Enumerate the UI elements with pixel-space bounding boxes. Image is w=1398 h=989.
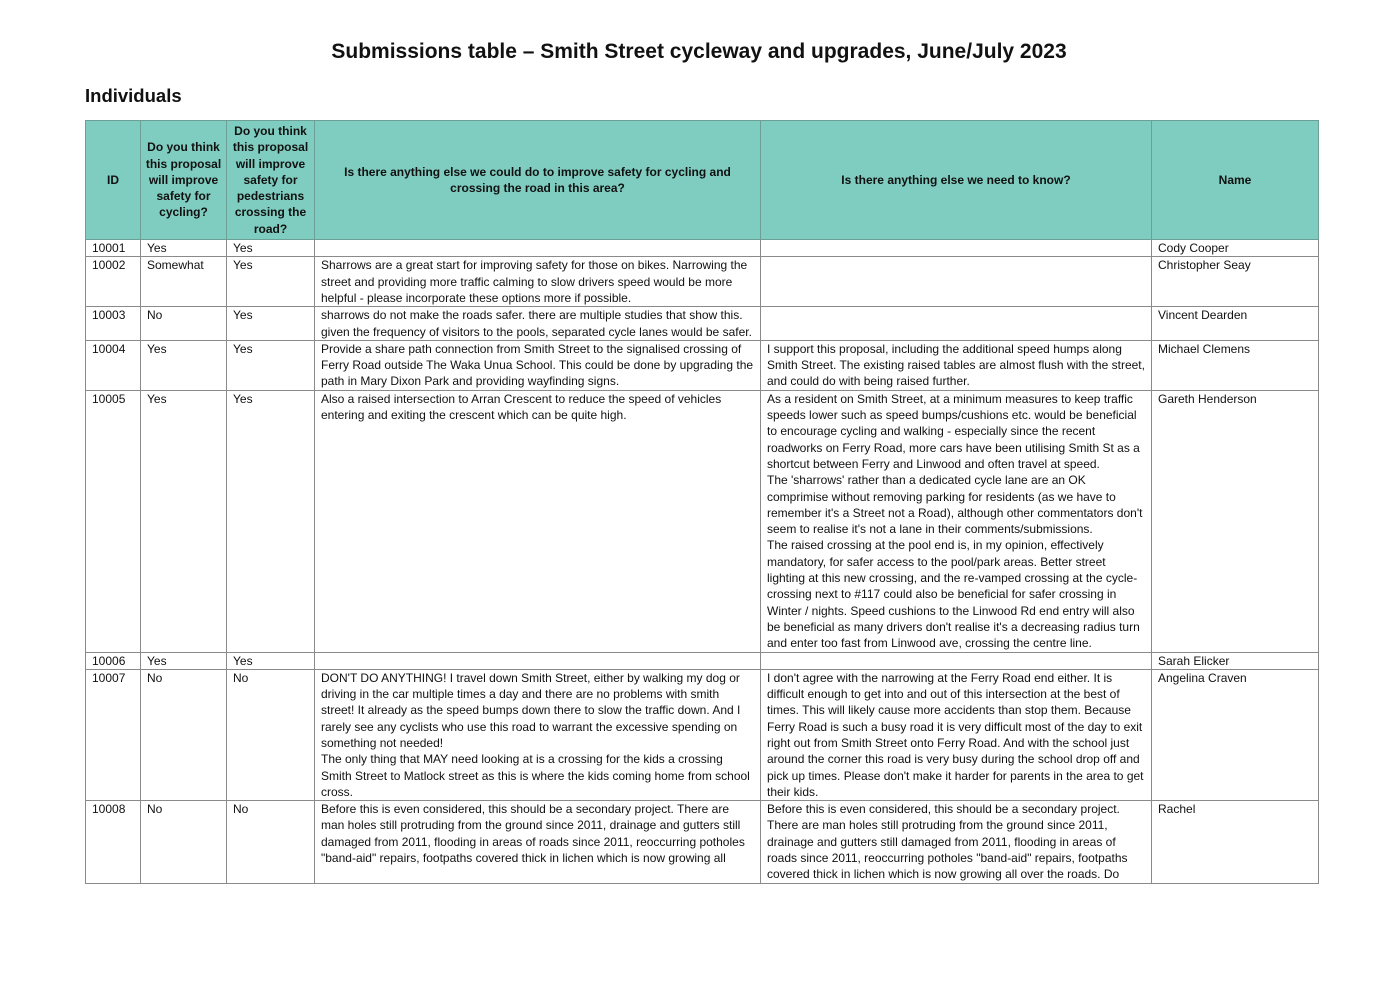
cell-name: Gareth Henderson [1152, 390, 1319, 652]
cell-anything-else: sharrows do not make the roads safer. there are multiple studies that show this. given the frequency of visitors to the pools, separated cycle lanes would be safer. [315, 307, 761, 341]
cell-anything-else: DON'T DO ANYTHING! I travel down Smith Street, either by walking my dog or driving in the car multiple times a day and there are no problems with smith street! It already as the speed bumps down there to slow the traffic down. And I rarely see any cyclists who use this road to warrant the excessive spending on something not needed! The only thing that MAY need looking at is a crossing for the kids a crossing Smith Street to Matlock street as this is where the kids coming home from school cross. [315, 669, 761, 800]
cell-anything-else: Before this is even considered, this should be a secondary project. There are man holes still protruding from the ground since 2011, drainage and gutters still damaged from 2011, flooding in areas of roads since 2011, reoccurring potholes "band-aid" repairs, footpaths covered thick in lichen which is now growing all [315, 801, 761, 883]
cell-pedestrians: Yes [227, 307, 315, 341]
cell-cycling: Yes [141, 390, 227, 652]
cell-pedestrians: Yes [227, 257, 315, 307]
cell-need-to-know [761, 257, 1152, 307]
cell-id: 10008 [86, 801, 141, 883]
cell-name: Cody Cooper [1152, 240, 1319, 257]
cell-anything-else: Sharrows are a great start for improving safety for those on bikes. Narrowing the street and providing more traffic calming to slow drivers speed would be more helpful - please incorporate these options more if possible. [315, 257, 761, 307]
cell-cycling: Somewhat [141, 257, 227, 307]
cell-cycling: No [141, 307, 227, 341]
table-row [86, 801, 1319, 883]
cell-id: 10004 [86, 340, 141, 390]
cell-need-to-know: I don't agree with the narrowing at the Ferry Road end either. It is difficult enough to get into and out of this intersection at the best of times. This will likely cause more accidents than stop them. Because Ferry Road is such a busy road it is very difficult most of the day to exit right out from Smith Street onto Ferry Road. And with the school just around the corner this road is very busy during the school drop off and pick up times. Please don't make it harder for parents in the area to get their kids. [761, 669, 1152, 800]
table-row [86, 652, 1319, 669]
cell-need-to-know: I support this proposal, including the additional speed humps along Smith Street. The existing raised tables are almost flush with the street, and could do with being raised further. [761, 340, 1152, 390]
header-need-to-know: Is there anything else we need to know? [761, 121, 1152, 240]
cell-pedestrians: Yes [227, 652, 315, 669]
header-cycling-safety: Do you think this proposal will improve safety for cycling? [141, 121, 227, 240]
cell-anything-else [315, 240, 761, 257]
cell-name: Angelina Craven [1152, 669, 1319, 800]
cell-pedestrians: Yes [227, 340, 315, 390]
submissions-table [85, 120, 1319, 884]
table-row [86, 257, 1319, 307]
cell-pedestrians: Yes [227, 240, 315, 257]
page-title: Submissions table – Smith Street cycleway and upgrades, June/July 2023 [331, 40, 1067, 63]
cell-name: Michael Clemens [1152, 340, 1319, 390]
cell-need-to-know: As a resident on Smith Street, at a minimum measures to keep traffic speeds lower such as speed bumps/cushions etc. would be beneficial to encourage cycling and walking - especially since the recent roadworks on Ferry Road, more cars have been utilising Smith St as a shortcut between Ferry and Linwood and often travel at speed. The 'sharrows' rather than a dedicated cycle lane are an OK comprimise without removing parking for residents (as we have to remember it's a Street not a Road), although other commentators don't seem to realise it's not a lane in their comments/submissions. The raised crossing at the pool end is, in my opinion, effectively mandatory, for safer access to the pool/park areas. Better street lighting at this new crossing, and the re-vamped crossing at the cycle-crossing next to #117 could also be beneficial for safer crossing in Winter / nights. Speed cushions to the Linwood Rd end entry will also be beneficial as many drivers don't realise it's a decreasing radius turn and enter too fast from Linwood ave, crossing the centre line. [761, 390, 1152, 652]
cell-name: Vincent Dearden [1152, 307, 1319, 341]
cell-need-to-know: Before this is even considered, this should be a secondary project. There are man holes still protruding from the ground since 2011, drainage and gutters still damaged from 2011, flooding in areas of roads since 2011, reoccurring potholes "band-aid" repairs, footpaths covered thick in lichen which is now growing all over the roads. Do [761, 801, 1152, 883]
cell-cycling: No [141, 669, 227, 800]
header-name: Name [1152, 121, 1319, 240]
cell-anything-else: Also a raised intersection to Arran Crescent to reduce the speed of vehicles entering and exiting the crescent which can be quite high. [315, 390, 761, 652]
table-row [86, 669, 1319, 800]
cell-need-to-know [761, 307, 1152, 341]
header-id: ID [86, 121, 141, 240]
cell-id: 10002 [86, 257, 141, 307]
table-header-row [86, 121, 1319, 240]
cell-id: 10006 [86, 652, 141, 669]
cell-cycling: Yes [141, 652, 227, 669]
cell-anything-else [315, 652, 761, 669]
cell-id: 10003 [86, 307, 141, 341]
cell-pedestrians: Yes [227, 390, 315, 652]
section-heading-individuals: Individuals [85, 85, 182, 106]
cell-pedestrians: No [227, 801, 315, 883]
cell-name: Christopher Seay [1152, 257, 1319, 307]
cell-need-to-know [761, 652, 1152, 669]
cell-id: 10001 [86, 240, 141, 257]
cell-cycling: Yes [141, 240, 227, 257]
table-row [86, 390, 1319, 652]
header-pedestrian-safety: Do you think this proposal will improve safety for pedestrians crossing the road? [227, 121, 315, 240]
cell-cycling: No [141, 801, 227, 883]
cell-need-to-know [761, 240, 1152, 257]
header-anything-else: Is there anything else we could do to improve safety for cycling and crossing the road in this area? [315, 121, 761, 240]
cell-id: 10005 [86, 390, 141, 652]
table-row [86, 340, 1319, 390]
cell-anything-else: Provide a share path connection from Smith Street to the signalised crossing of Ferry Road outside The Waka Unua School. This could be done by upgrading the path in Mary Dixon Park and providing wayfinding signs. [315, 340, 761, 390]
cell-cycling: Yes [141, 340, 227, 390]
cell-id: 10007 [86, 669, 141, 800]
cell-name: Rachel [1152, 801, 1319, 883]
table-row [86, 240, 1319, 257]
cell-name: Sarah Elicker [1152, 652, 1319, 669]
table-row [86, 307, 1319, 341]
cell-pedestrians: No [227, 669, 315, 800]
